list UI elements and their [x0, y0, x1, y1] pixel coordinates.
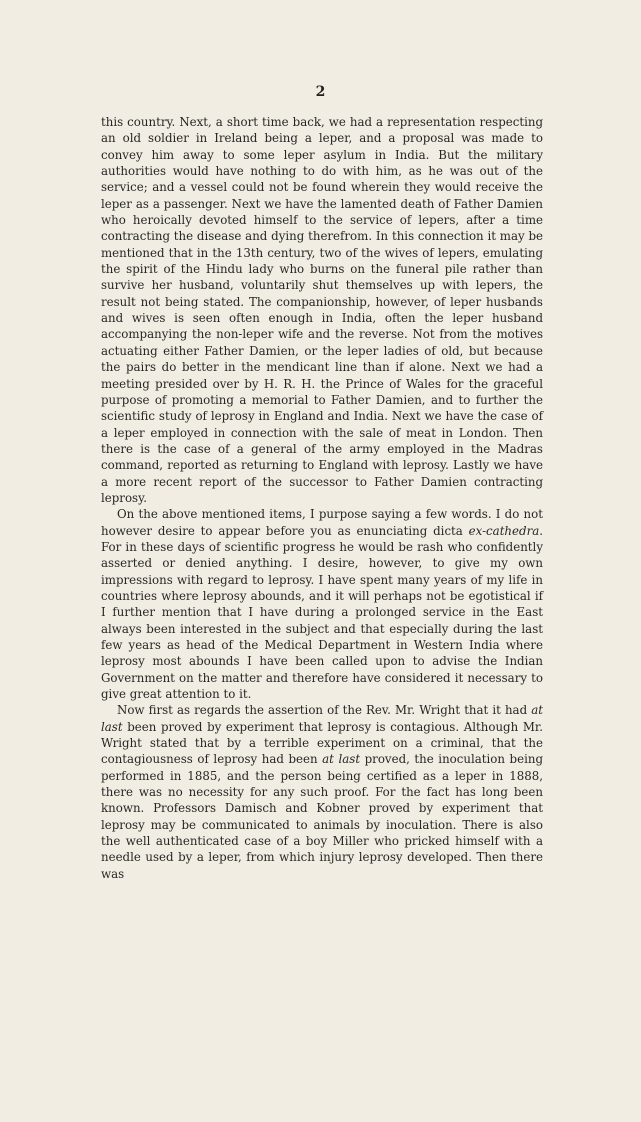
italic-phrase: at last: [101, 703, 543, 734]
paragraph-text: proved, the inoculation being performed in 1885, and the person being certified as a leper in 1888, there was no necessity for any such proof. For the fact has long been known. Professors Damisch and Kobner proved by experiment that leprosy may be communicated to animals by inoculation. There is also the well authenticated case of a boy Miller who pricked himself with a needle used by a leper, from which injury leprosy developed. Then there was: [101, 752, 544, 881]
paragraph-text: On the above mentioned items, I purpose saying a few words. I do not however desire to appear before you as enunciating dicta: [101, 507, 543, 538]
body-text: [101, 114, 543, 882]
paragraph-1: [101, 114, 543, 506]
page-number: 2: [315, 84, 326, 100]
paragraph-text: this country. Next, a short time back, we had a representation respecting an old soldier in Ireland being a leper, and a proposal was made to convey him away to some leper asylum in India. But the military authorities would have nothing to do with him, as he was out of the service; and a vessel could not be found wherein they would receive the leper as a passenger. Next we have the lamented death of Father Damien who heroically devoted himself to the service of lepers, after a time contracting the disease and dying therefrom. In this connection it may be mentioned that in the 13th century, two of the wives of lepers, emulating the spirit of the Hindu lady who burns on the funeral pile rather than survive her husband, voluntarily shut themselves up with lepers, the result not being stated. The companionship, however, of leper husbands and wives is seen often enough in India, often the leper husband accompanying the non-leper wife and the reverse. Not from the motives actuating either Father Damien, or the leper ladies of old, but because the pairs do better in the mendicant line than if alone. Next we had a meeting presided over by H. R. H. the Prince of Wales for the graceful purpose of promoting a memorial to Father Damien, and to further the scientific study of leprosy in England and India. Next we have the case of a leper employed in connection with the sale of meat in London. Then there is the case of a general of the army employed in the Madras command, reported as returning to England with leprosy. Lastly we have a more recent report of the successor to Father Damien contracting leprosy.: [101, 115, 543, 505]
paragraph-text: For in these days of scientific progress he would be rash who confidently asserted or denied anything. I desire, however, to give my own impressions with regard to leprosy. I have spent many years of my life in countries where leprosy abounds, and it will perhaps not be egotistical if I further mention that I have during a prolonged service in the East always been interested in the subject and that especially during the last few years as head of the Medical Department in Western India where leprosy most abounds I have been called upon to advise the Indian Government on the matter and therefore have considered it necessary to give great attention to it.: [101, 539, 543, 702]
italic-phrase: ex-cathedra.: [468, 523, 543, 538]
paragraph-text: Now first as regards the assertion of the Rev. Mr. Wright that it had: [117, 703, 532, 718]
italic-phrase: at last: [322, 752, 361, 767]
paragraph-2: [101, 506, 543, 702]
paragraph-3: [101, 702, 543, 882]
paragraph-text: been proved by experiment that leprosy is contagious. Although Mr. Wright stated that by a terrible experiment on a criminal, that the contagiousness of leprosy had been: [101, 719, 543, 767]
